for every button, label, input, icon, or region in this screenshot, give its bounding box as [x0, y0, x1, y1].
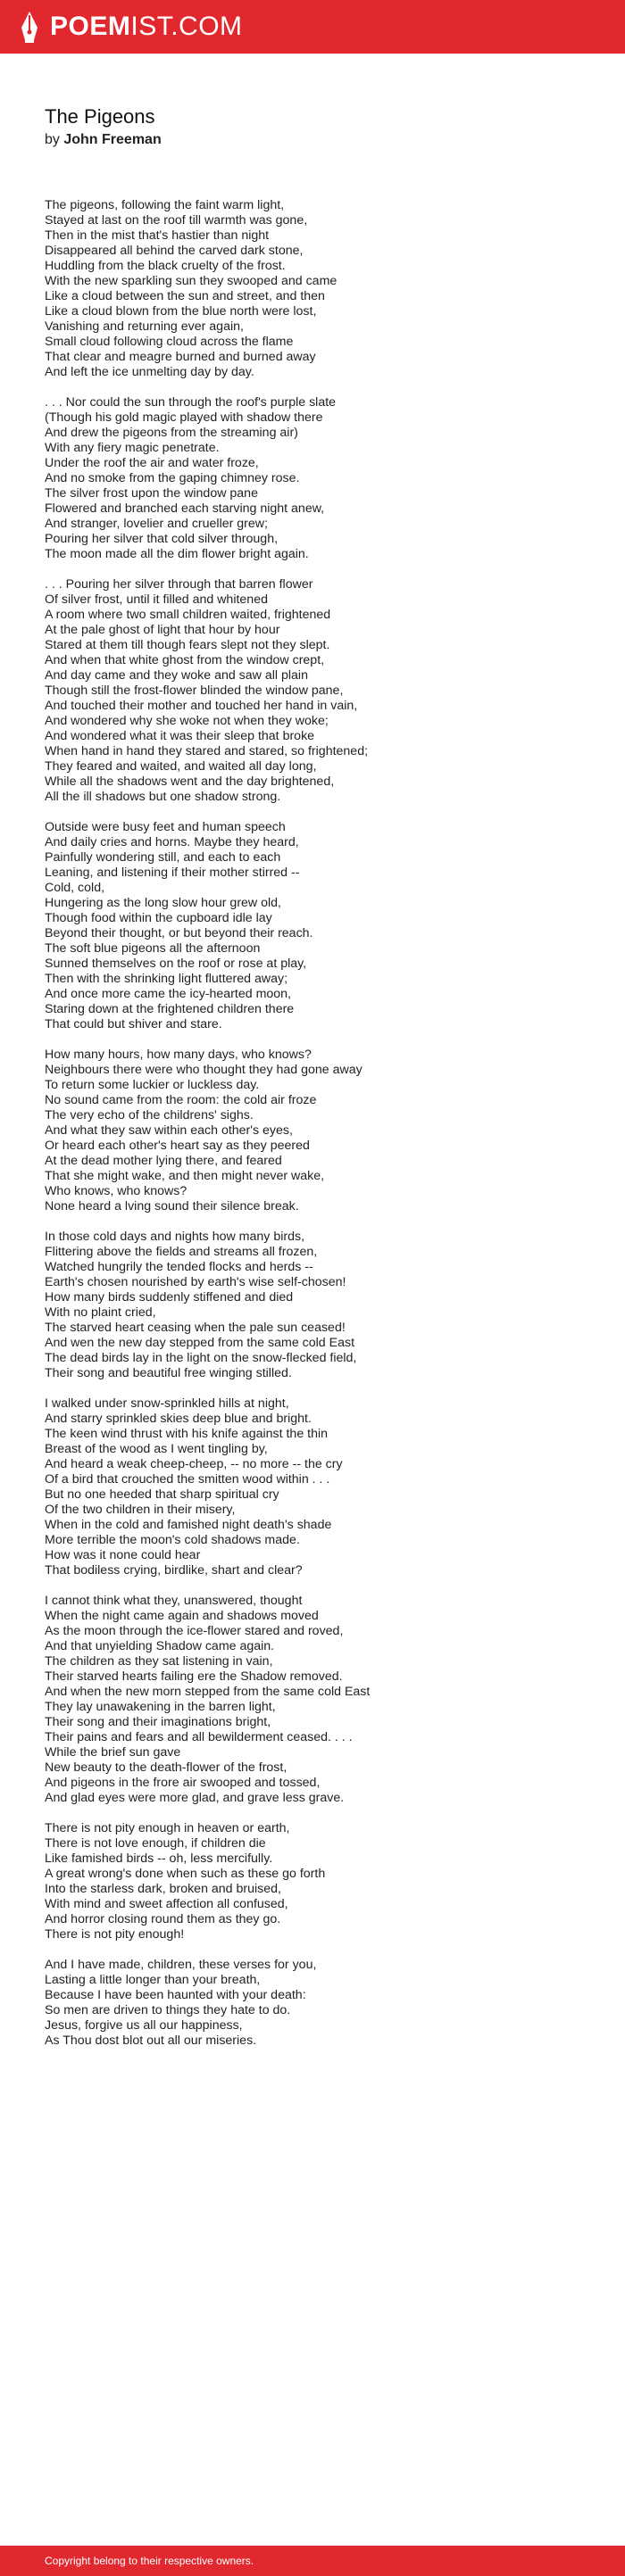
poem-line: A great wrong's done when such as these go forth — [45, 1867, 326, 1881]
poem-line: And when the new morn stepped from the same cold East — [45, 1685, 371, 1699]
poem-line: To return some luckier or luckless day. — [45, 1078, 260, 1092]
poem-line: Their starved hearts failing ere the Shadow removed. — [45, 1669, 343, 1684]
poem-line: With no plaint cried, — [45, 1305, 156, 1320]
poem-line: The soft blue pigeons all the afternoon — [45, 941, 261, 956]
poem-line: And wen the new day stepped from the same cold East — [45, 1336, 355, 1350]
pen-nib-icon[interactable] — [18, 10, 41, 44]
poem-line: Stared at them till though fears slept not they slept. — [45, 638, 330, 652]
poem-line: Jesus, forgive us all our happiness, — [45, 2018, 243, 2033]
poem-line: But no one heeded that sharp spiritual cry — [45, 1487, 279, 1502]
poem-line: They feared and waited, and waited all day long, — [45, 759, 317, 774]
stanza — [45, 198, 580, 380]
poem-line: With the new sparkling sun they swooped and came — [45, 274, 338, 288]
site-logo[interactable] — [50, 13, 243, 40]
poem-line: Of the two children in their misery, — [45, 1503, 236, 1517]
byline-prefix: by — [45, 132, 60, 147]
poem-line: Under the roof the air and water froze, — [45, 456, 259, 470]
poem-line: And wondered what it was their sleep that broke — [45, 729, 315, 743]
poem-line: New beauty to the death-flower of the frost, — [45, 1760, 288, 1775]
poem-line: Then with the shrinking light fluttered away; — [45, 972, 288, 986]
poem-line: And heard a weak cheep-cheep, -- no more -- the cry — [45, 1457, 343, 1471]
poem-line: I cannot think what they, unanswered, thought — [45, 1594, 303, 1608]
poem-line: Outside were busy feet and human speech — [45, 820, 286, 834]
poem-line: Flowered and branched each starving night anew, — [45, 501, 325, 516]
poem-line: There is not pity enough! — [45, 1927, 185, 1942]
site-footer — [0, 2546, 625, 2576]
poem-line: Lasting a little longer than your breath, — [45, 1973, 261, 1987]
poem-line: Vanishing and returning ever again, — [45, 319, 244, 334]
poem-line: A room where two small children waited, frightened — [45, 608, 331, 622]
poem-line: And drew the pigeons from the streaming air) — [45, 426, 298, 440]
poem-line: No sound came from the room: the cold air froze — [45, 1093, 317, 1107]
poem-line: Though food within the cupboard idle lay — [45, 911, 272, 925]
poem-line: And no smoke from the gaping chimney rose. — [45, 471, 300, 485]
poem-line: Earth's chosen nourished by earth's wise self-chosen! — [45, 1275, 346, 1289]
poem-line: Then in the mist that's hastier than night — [45, 228, 270, 243]
stanza — [45, 820, 580, 1032]
poem-line: In those cold days and nights how many birds, — [45, 1230, 305, 1244]
logo-strong-text: POEM — [50, 12, 131, 41]
poem-line: When hand in hand they stared and stared, so frightened; — [45, 744, 369, 758]
poem-line: With mind and sweet affection all confused, — [45, 1897, 288, 1911]
poem-content — [0, 54, 625, 2049]
poem-line: Of silver frost, until it filled and whitened — [45, 592, 268, 607]
poem-title: The Pigeons — [45, 105, 155, 128]
byline — [45, 132, 580, 148]
poem-line: At the dead mother lying there, and feared — [45, 1154, 282, 1168]
poem-line: The children as they sat listening in vain, — [45, 1654, 273, 1669]
site-header — [0, 0, 625, 54]
poem-line: And stranger, lovelier and crueller grew; — [45, 517, 268, 531]
poem-line: And touched their mother and touched her hand in vain, — [45, 699, 358, 713]
stanza — [45, 395, 580, 562]
poem-line: Or heard each other's heart say as they peered — [45, 1139, 310, 1153]
poem-line: So men are driven to things they hate to do. — [45, 2003, 291, 2017]
poem-line: And daily cries and horns. Maybe they heard, — [45, 835, 299, 849]
poem-line: How was it none could hear — [45, 1548, 201, 1562]
poem-line: Huddling from the black cruelty of the frost. — [45, 259, 286, 273]
poem-line: And pigeons in the frore air swooped and tossed, — [45, 1776, 321, 1790]
poem-line: And wondered why she woke not when they woke; — [45, 714, 329, 728]
poem-line: And starry sprinkled skies deep blue and bright. — [45, 1412, 312, 1426]
poem-line: Painfully wondering still, and each to each — [45, 850, 281, 865]
poem-line: Like a cloud between the sun and street, and then — [45, 289, 325, 303]
poem-line: Who knows, who knows? — [45, 1184, 188, 1198]
poem-line: When in the cold and famished night death's shade — [45, 1518, 332, 1532]
poem-line: Hungering as the long slow hour grew old, — [45, 896, 281, 910]
stanza — [45, 1230, 580, 1381]
poem-line: And day came and they woke and saw all plain — [45, 668, 308, 683]
poem-line: The very echo of the childrens' sighs. — [45, 1108, 254, 1122]
poem-line: Their song and their imaginations bright, — [45, 1715, 271, 1729]
stanza — [45, 1048, 580, 1214]
poem-line: Like a cloud blown from the blue north were lost, — [45, 304, 317, 319]
poem-line: The pigeons, following the faint warm light, — [45, 198, 285, 212]
poem-line: The moon made all the dim flower bright again. — [45, 547, 309, 561]
poem-line: Sunned themselves on the roof or rose at play, — [45, 957, 307, 971]
poem-line: Leaning, and listening if their mother stirred -- — [45, 866, 300, 880]
poem-line: . . . Pouring her silver through that barren flower — [45, 577, 313, 592]
poem-line: And I have made, children, these verses for you, — [45, 1958, 317, 1972]
poem-line: That bodiless crying, birdlike, shart and clear? — [45, 1563, 303, 1578]
poem-line: The starved heart ceasing when the pale sun ceased! — [45, 1321, 346, 1335]
poem-line: They lay unawakening in the barren light, — [45, 1700, 276, 1714]
poem-line: Staring down at the frightened children there — [45, 1002, 295, 1016]
stanza — [45, 1396, 580, 1578]
logo-light-text: IST.COM — [130, 12, 243, 41]
poem-line: Stayed at last on the roof till warmth was gone, — [45, 213, 308, 228]
poem-line: And what they saw within each other's eyes, — [45, 1123, 293, 1138]
poem-line: When the night came again and shadows moved — [45, 1609, 319, 1623]
stanza — [45, 1958, 580, 2049]
poem-line: How many hours, how many days, who knows? — [45, 1048, 312, 1062]
poem-line: And when that white ghost from the window crept, — [45, 653, 325, 667]
poem-line: There is not love enough, if children die — [45, 1836, 266, 1851]
poem-line: Because I have been haunted with your death: — [45, 1988, 306, 2002]
poem-line: The dead birds lay in the light on the snow-flecked field, — [45, 1351, 357, 1365]
poem-line: That could but shiver and stare. — [45, 1017, 222, 1031]
poem-line: Cold, cold, — [45, 881, 105, 895]
poem-line: . . . Nor could the sun through the roof's purple slate — [45, 395, 337, 410]
poem-line: Like famished birds -- oh, less mercifully. — [45, 1851, 273, 1866]
poem-line: Though still the frost-flower blinded the window pane, — [45, 683, 344, 698]
poem-line: None heard a lving sound their silence break. — [45, 1199, 299, 1213]
stanza — [45, 577, 580, 805]
poem-line: That she might wake, and then might never wake, — [45, 1169, 325, 1183]
poem-line: More terrible the moon's cold shadows made. — [45, 1533, 300, 1547]
copyright-text: Copyright belong to their respective owners. — [45, 2555, 254, 2567]
poem-line: Beyond their thought, or but beyond their reach. — [45, 926, 313, 940]
poem-line: Small cloud following cloud across the flame — [45, 335, 294, 349]
poem-line: As the moon through the ice-flower stared and roved, — [45, 1624, 344, 1638]
poem-line: (Though his gold magic played with shadow there — [45, 410, 323, 425]
poem-line: I walked under snow-sprinkled hills at night, — [45, 1396, 289, 1411]
poem-line: With any fiery magic penetrate. — [45, 441, 220, 455]
poem-line: That clear and meagre burned and burned away — [45, 350, 316, 364]
poem-line: How many birds suddenly stiffened and died — [45, 1290, 294, 1305]
poem-line: Neighbours there were who thought they had gone away — [45, 1063, 362, 1077]
poem-line: While the brief sun gave — [45, 1745, 181, 1760]
poem-line: While all the shadows went and the day brightened, — [45, 774, 335, 789]
poem-line: And glad eyes were more glad, and grave less grave. — [45, 1791, 345, 1805]
poem-line: And horror closing round them as they go. — [45, 1912, 281, 1926]
poem-line: Into the starless dark, broken and bruised, — [45, 1882, 281, 1896]
poem-line: Watched hungrily the tended flocks and herds -- — [45, 1260, 313, 1274]
poem-line: Breast of the wood as I went tingling by, — [45, 1442, 268, 1456]
poem-line: The silver frost upon the window pane — [45, 486, 258, 501]
stanza — [45, 1594, 580, 1806]
poem-line: As Thou dost blot out all our miseries. — [45, 2033, 257, 2048]
poem-line: There is not pity enough in heaven or earth, — [45, 1821, 290, 1835]
author-link[interactable]: John Freeman — [63, 132, 162, 147]
poem-line: Their pains and fears and all bewilderment ceased. . . . — [45, 1730, 353, 1744]
poem-line: Of a bird that crouched the smitten wood within . . . — [45, 1472, 330, 1487]
poem-line: At the pale ghost of light that hour by hour — [45, 623, 280, 637]
poem-line: All the ill shadows but one shadow strong. — [45, 790, 281, 804]
poem-line: And once more came the icy-hearted moon, — [45, 987, 292, 1001]
poem-line: And that unyielding Shadow came again. — [45, 1639, 275, 1653]
poem-body — [45, 198, 580, 2049]
poem-line: Flittering above the fields and streams all frozen, — [45, 1245, 318, 1259]
poem-line: The keen wind thrust with his knife against the thin — [45, 1427, 329, 1441]
poem-line: Their song and beautiful free winging stilled. — [45, 1366, 292, 1380]
poem-line: Pouring her silver that cold silver through, — [45, 532, 279, 546]
stanza — [45, 1821, 580, 1942]
poem-line: And left the ice unmelting day by day. — [45, 365, 254, 379]
poem-line: Disappeared all behind the carved dark stone, — [45, 244, 304, 258]
